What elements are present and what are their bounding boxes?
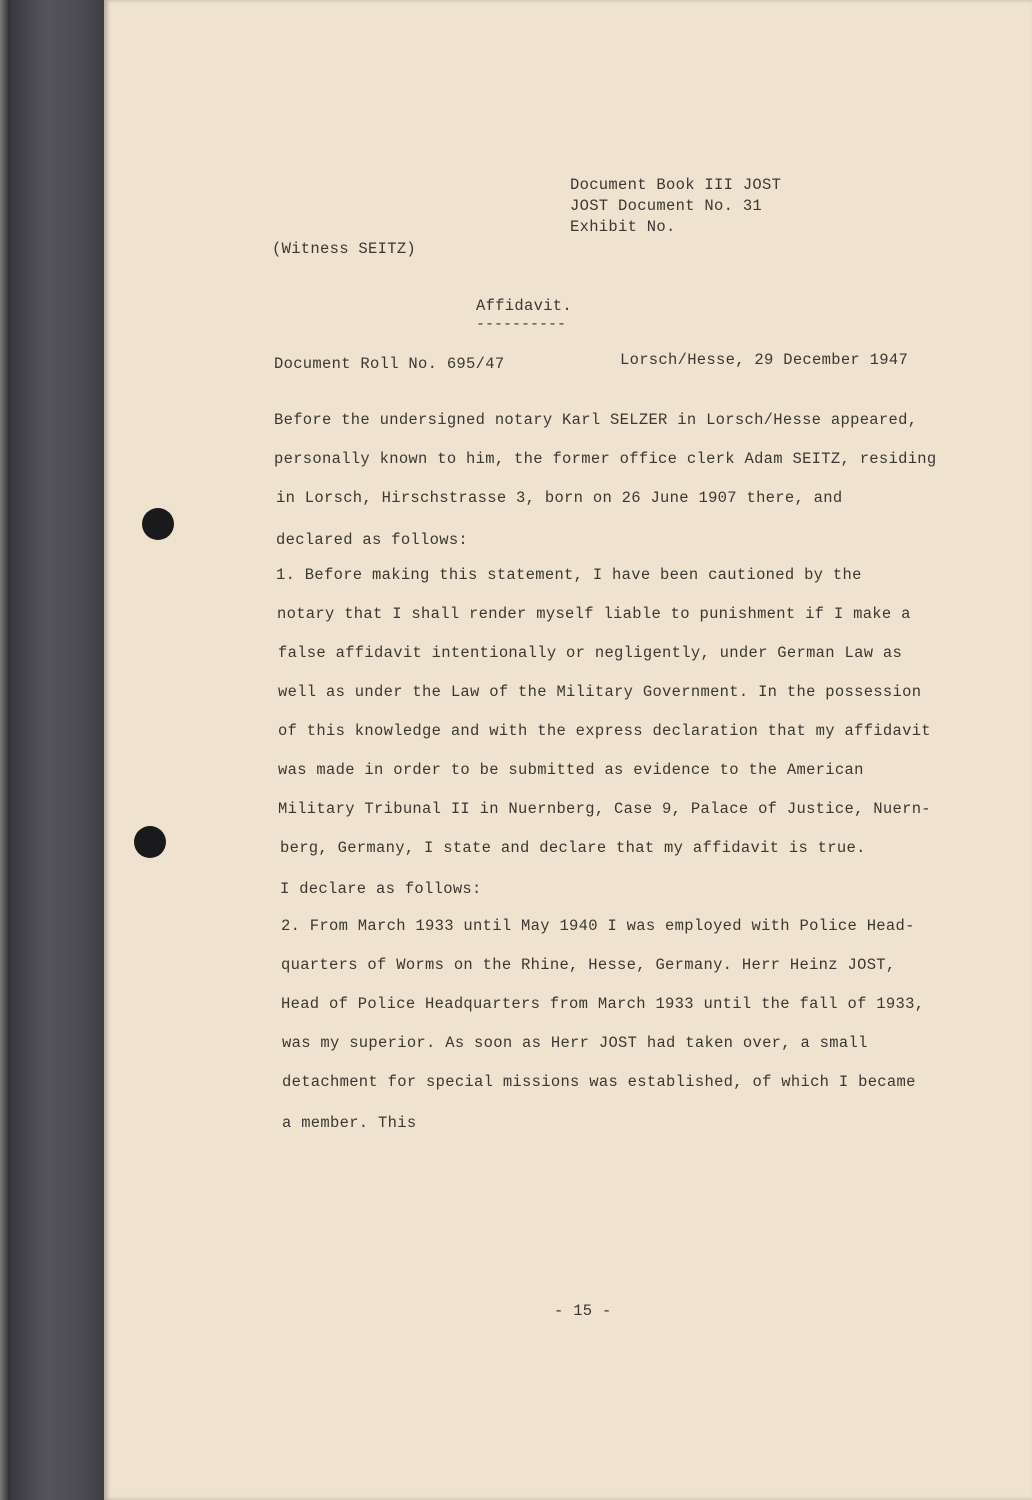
body-line: detachment for special missions was established, of which I became xyxy=(282,1073,916,1091)
body-line: was made in order to be submitted as evidence to the American xyxy=(278,761,864,779)
body-line: false affidavit intentionally or negligently, under German Law as xyxy=(278,644,903,662)
page-number: - 15 - xyxy=(554,1302,612,1320)
body-line: 1. Before making this statement, I have been cautioned by the xyxy=(276,566,862,584)
body-line: in Lorsch, Hirschstrasse 3, born on 26 June 1907 there, and xyxy=(276,489,843,507)
body-line: was my superior. As soon as Herr JOST had taken over, a small xyxy=(282,1034,868,1052)
body-line: well as under the Law of the Military Government. In the possession xyxy=(278,683,922,701)
body-line: quarters of Worms on the Rhine, Hesse, Germany. Herr Heinz JOST, xyxy=(281,956,896,974)
body-line: of this knowledge and with the express declaration that my affidavit xyxy=(278,722,931,740)
scanner-dark-edge xyxy=(0,0,104,1500)
header-line-1: Document Book III JOST xyxy=(570,176,782,194)
body-line: I declare as follows: xyxy=(280,880,482,898)
body-line: berg, Germany, I state and declare that my affidavit is true. xyxy=(280,839,866,857)
header-line-2: JOST Document No. 31 xyxy=(570,197,763,215)
punch-hole-bottom xyxy=(134,826,166,858)
title-underline: ---------- xyxy=(476,316,567,333)
place-date: Lorsch/Hesse, 29 December 1947 xyxy=(620,351,909,369)
punch-hole-top xyxy=(142,508,174,540)
body-line: personally known to him, the former office clerk Adam SEITZ, residing xyxy=(274,450,937,468)
body-line: notary that I shall render myself liable to punishment if I make a xyxy=(277,605,911,623)
body-line: Military Tribunal II in Nuernberg, Case 9, Palace of Justice, Nuern- xyxy=(278,800,931,818)
body-line: a member. This xyxy=(282,1114,417,1132)
scanner-edge-sliver xyxy=(0,0,8,1500)
body-line: declared as follows: xyxy=(276,531,469,549)
document-page xyxy=(104,0,1032,1500)
document-title: Affidavit. xyxy=(476,297,573,315)
body-line: Before the undersigned notary Karl SELZER in Lorsch/Hesse appeared, xyxy=(274,411,918,429)
header-line-3: Exhibit No. xyxy=(570,218,676,236)
body-line: Head of Police Headquarters from March 1933 until the fall of 1933, xyxy=(281,995,925,1013)
roll-number: Document Roll No. 695/47 xyxy=(274,355,505,373)
witness-label: (Witness SEITZ) xyxy=(272,240,417,258)
body-line: 2. From March 1933 until May 1940 I was employed with Police Head- xyxy=(281,917,915,935)
